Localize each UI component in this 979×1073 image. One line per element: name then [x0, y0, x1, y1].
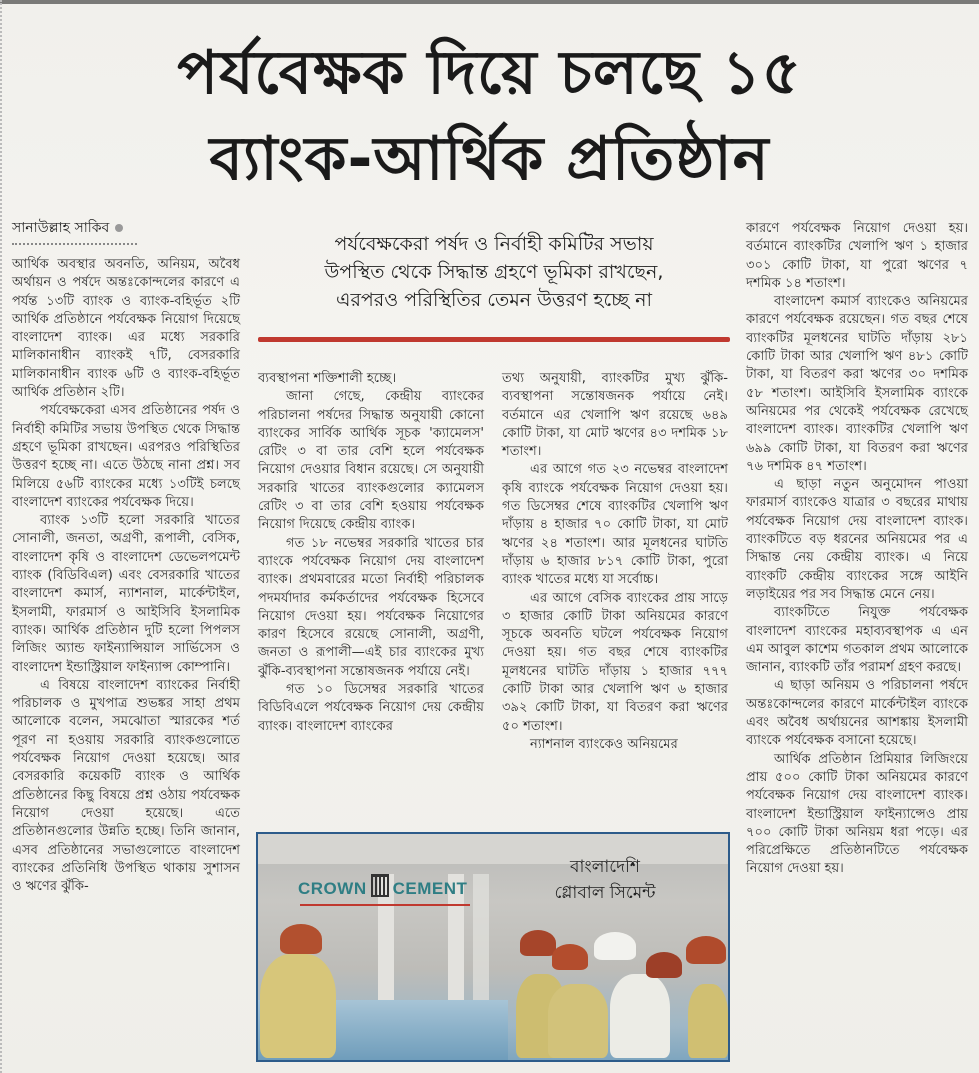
paragraph: তথ্য অনুযায়ী, ব্যাংকটির মুখ্য ঝুঁকি-ব্যবস্থাপনা সন্তোষজনক পর্যায়ে নেই। বর্তমানে এর খেলাপি ঋণ রয়েছে ৬৪৯ কোটি টাকা, যা মোট ঋণের ৪৩ দশমিক ১৮ শতাংশ।	[502, 371, 728, 460]
paragraph: গত ১৮ নভেম্বর সরকারি খাতের চার ব্যাংকে পর্যবেক্ষক নিয়োগ দেয় বাংলাদেশ ব্যাংক। প্রথমবারের মতো নির্বাহী পরিচালক পদমর্যাদার কর্মকর্তাদের পর্যবেক্ষক হিসেবে নিয়োগ দেওয়া হয়। পর্যবেক্ষক নিয়োগের কারণ হিসেবে রয়েছে সোনালী, অগ্রণী, জনতা ও রূপালী—এই চার ব্যাংকের মুখ্য ঝুঁকি-ব্যবস্থাপনা সন্তোষজনক পর্যায়ে নেই।	[258, 535, 484, 679]
article-column-1	[12, 256, 240, 896]
headline-line-1: পর্যবেক্ষক দিয়ে চলছে ১৫	[177, 38, 802, 108]
byline-divider	[12, 243, 137, 245]
hard-hat-icon	[646, 952, 682, 978]
deck-line-1: পর্যবেক্ষকেরা পর্ষদ ও নির্বাহী কমিটির সভায়	[334, 233, 654, 255]
deck-divider-rule	[258, 337, 730, 342]
headline-line-2: ব্যাংক-আর্থিক প্রতিষ্ঠান	[209, 124, 770, 194]
deck-line-3: এরপরও পরিস্থিতির তেমন উত্তরণ হচ্ছে না	[335, 289, 652, 311]
ad-tagline-line-1: বাংলাদেশি	[570, 857, 640, 877]
byline	[12, 216, 232, 240]
paragraph: এ ছাড়া নতুন অনুমোদন পাওয়া ফারমার্স ব্যাংকেও যাত্রার ৩ বছরের মাথায় পর্যবেক্ষক নিয়োগ দেয় বাংলাদেশ ব্যাংক। ব্যাংকটিতে বড় ধরনের অনিয়মের পর এ সিদ্ধান্ত নেয় কেন্দ্রীয় ব্যাংক। এ নিয়ে ব্যাংকটি কেন্দ্রীয় ব্যাংকের সঙ্গে আইনি লড়াইয়ের পর সব সিদ্ধান্ত মেনে নেয়।	[746, 477, 968, 602]
paragraph: এর আগে গত ২৩ নভেম্বর বাংলাদেশ কৃষি ব্যাংকে পর্যবেক্ষক নিয়োগ দেওয়া হয়। গত ডিসেম্বর শেষে ব্যাংকটির খেলাপি ঋণ দাঁড়ায় ৪ হাজার ৭০ কোটি টাকা, যা মোট ঋণের ২৪ শতাংশ। আর মূলধনের ঘাটতি দাঁড়ায় ৬ হাজার ৮১৭ কোটি টাকা, পুরো ব্যাংক খাতের মধ্যে যা সর্বোচ্চ।	[502, 462, 728, 588]
paragraph: জানা গেছে, কেন্দ্রীয় ব্যাংকের পরিচালনা পর্ষদের সিদ্ধান্ত অনুযায়ী কোনো ব্যাংকের সার্বিক আর্থিক সূচক 'ক্যামেলস' রেটিং ৩ বা তার বেশি হলে পর্যবেক্ষক নিয়োগ দেওয়ার বিধান রয়েছে। সে অনুযায়ী সরকারি খাতের ব্যাংকগুলোর ক্যামেলস রেটিং ৩ বা তার বেশি হওয়ায় পর্যবেক্ষক নিয়োগ দিয়েছে কেন্দ্রীয় ব্যাংক।	[258, 389, 484, 533]
crown-cement-logo	[298, 874, 467, 899]
worker-figure	[610, 974, 670, 1058]
paragraph: ব্যাংক ১৩টি হলো সরকারি খাতের সোনালী, জনতা, অগ্রণী, রূপালী, বেসিক, বাংলাদেশ কৃষি ও বাংলাদেশ ডেভেলপমেন্ট ব্যাংক (বিডিবিএল) এবং বেসরকারি খাতের বাংলাদেশ কমার্স, ন্যাশনাল, মার্কেন্টাইল, ইসলামী, ফারমার্স ও আইসিবি ইসলামিক ব্যাংক। আর্থিক প্রতিষ্ঠান দুটি হলো পিপলস লিজিং অ্যান্ড ফাইন্যান্সিয়াল সার্ভিসেস ও বাংলাদেশ ইন্ডাস্ট্রিয়াল ফাইন্যান্স কোম্পানি।	[12, 513, 240, 675]
worker-figure	[548, 984, 608, 1058]
ad-tagline-line-2: গ্লোবাল সিমেন্ট	[554, 883, 656, 903]
deck-subheadline	[256, 230, 732, 314]
paragraph: ন্যাশনাল ব্যাংকেও অনিয়মের	[530, 736, 678, 752]
hard-hat-icon	[552, 944, 588, 970]
paragraph: এ বিষয়ে বাংলাদেশ ব্যাংকের নির্বাহী পরিচালক ও মুখপাত্র শুভঙ্কর সাহা প্রথম আলোকে বলেন, সমঝোতা স্মারকের শর্ত পূরণ না হওয়ায় সরকারি ব্যাংকগুলোতে পর্যবেক্ষক নিয়োগ দেওয়া হয়েছে। আর বেসরকারি কয়েকটি ব্যাংক ও আর্থিক প্রতিষ্ঠানের কিছু বিষয়ে প্রশ্ন ওঠায় পর্যবেক্ষক নিয়োগ দেওয়া হয়েছে। এতে প্রতিষ্ঠানগুলোর উন্নতি হচ্ছে। তিনি জানান, এসব প্রতিষ্ঠানের সভাগুলোতে বাংলাদেশ ব্যাংকের প্রতিনিধি উপস্থিত থাকায় সুশাসন ও ঋণের ঝুঁকি-	[12, 677, 240, 895]
worker-figure	[260, 954, 336, 1058]
paragraph: কারণে পর্যবেক্ষক নিয়োগ দেওয়া হয়। বর্তমানে ব্যাংকটির খেলাপি ঋণ ১ হাজার ৩০১ কোটি টাকা, যা পুরো ঋণের ৭ দশমিক ১৪ শতাংশ।	[746, 221, 968, 291]
paragraph: আর্থিক প্রতিষ্ঠান প্রিমিয়ার লিজিংয়ে প্রায় ৫০০ কোটি টাকা অনিয়মের কারণে পর্যবেক্ষক নিয়োগ দেয় বাংলাদেশ ব্যাংক। বাংলাদেশ ইন্ডাস্ট্রিয়াল ফাইন্যান্সেও প্রায় ৭০০ কোটি টাকা অনিয়ম ধরা পড়ে। এর পরিপ্রেক্ষিতে প্রতিষ্ঠানটিতে পর্যবেক্ষক নিয়োগ দেওয়া হয়।	[746, 751, 968, 877]
paragraph: ব্যবস্থাপনা শক্তিশালী হচ্ছে।	[258, 371, 397, 386]
hard-hat-icon	[686, 936, 726, 964]
brand-underline	[300, 904, 470, 906]
byline-author: সানাউল্লাহ সাকিব	[12, 220, 110, 236]
headline	[0, 30, 979, 202]
hard-hat-icon	[280, 924, 322, 954]
crown-cement-advertisement[interactable]	[256, 832, 730, 1062]
paragraph: ব্যাংকটিতে নিযুক্ত পর্যবেক্ষক বাংলাদেশ ব্যাংকের মহাব্যবস্থাপক এ এন এম আবুল কাশেম গতকাল প্রথম আলোকে জানান, ব্যাংকটি তাঁর পরামর্শ গ্রহণ করছে।	[746, 605, 968, 676]
hard-hat-icon	[520, 930, 556, 956]
byline-bullet-icon	[115, 224, 123, 232]
article-column-4	[746, 220, 968, 879]
hard-hat-icon	[594, 932, 636, 960]
paragraph: বাংলাদেশ কমার্স ব্যাংকেও অনিয়মের কারণে পর্যবেক্ষক রয়েছেন। গত বছর শেষে ব্যাংকটির মূলধনের ঘাটতি দাঁড়ায় ২৮১ কোটি টাকা আর খেলাপি ঋণ ৪৮১ কোটি টাকা, যা বিতরণ করা ঋণের ৩০ দশমিক ৫৮ শতাংশ। আইসিবি ইসলামিক ব্যাংকে অনিয়মের পর থেকেই পর্যবেক্ষক রেখেছে বাংলাদেশ ব্যাংক। ব্যাংকটির খেলাপি ঋণ ৬৯৯ কোটি টাকা, যা বিতরণ করা ঋণের ৭৬ দশমিক ৪৭ শতাংশ।	[746, 294, 968, 474]
paragraph: গত ১০ ডিসেম্বর সরকারি খাতের বিডিবিএলে পর্যবেক্ষক নিয়োগ দেয় কেন্দ্রীয় ব্যাংক। বাংলাদেশ ব্যাংকের	[258, 682, 484, 734]
article-column-2	[258, 370, 484, 736]
paragraph: পর্যবেক্ষকেরা এসব প্রতিষ্ঠানের পর্ষদ ও নির্বাহী কমিটির সভায় উপস্থিত থেকে সিদ্ধান্ত গ্রহণে ভূমিকা রাখছেন। এরপরও পরিস্থিতির উত্তরণ হচ্ছে না। এতে উঠছে নানা প্রশ্ন। সব মিলিয়ে ৫৬টি ব্যাংকের মধ্যে ১৩টিই চলছে বাংলাদেশ ব্যাংকের পর্যবেক্ষক দিয়ে।	[12, 403, 240, 510]
paragraph: এ ছাড়া অনিয়ম ও পরিচালনা পর্ষদে অন্তঃকোন্দলের কারণে মার্কেন্টাইল ব্যাংকে এবং অবৈধ অর্থায়নের আশঙ্কায় ইসলামী ব্যাংকে পর্যবেক্ষক বসানো হয়েছে।	[746, 678, 968, 749]
brand-right: CEMENT	[392, 879, 468, 898]
paragraph: এর আগে বেসিক ব্যাংকের প্রায় সাড়ে ৩ হাজার কোটি টাকা অনিয়মের কারণে সূচকে অবনতি ঘটলে পর্যবেক্ষক নিয়োগ দেওয়া হয়। গত বছর শেষে ব্যাংকটির মূলধনের ঘাটতি দাঁড়ায় ১ হাজার ৭৭৭ কোটি টাকা আর খেলাপি ঋণ ৬ হাজার ৩৯২ কোটি টাকা, যা বিতরণ করা ঋণের ৫০ শতাংশ।	[502, 590, 728, 734]
worker-figure	[688, 984, 728, 1058]
brand-left: CROWN	[298, 879, 367, 898]
paragraph: আর্থিক অবস্থার অবনতি, অনিয়ম, অবৈধ অর্থায়ন ও পর্ষদে অন্তঃকোন্দলের কারণে এ পর্যন্ত ১৩টি ব্যাংক ও ব্যাংক-বহির্ভূত ২টি আর্থিক প্রতিষ্ঠানে পর্যবেক্ষক নিয়োগ দিয়েছে বাংলাদেশ ব্যাংক। এর মধ্যে সরকারি মালিকানাধীন ব্যাংকই ৭টি, বেসরকারি মালিকানাধীন ব্যাংক ৬টি ও ব্যাংক-বহির্ভূত আর্থিক প্রতিষ্ঠান ২টি।	[12, 257, 240, 401]
deck-line-2: উপস্থিত থেকে সিদ্ধান্ত গ্রহণে ভূমিকা রাখছেন,	[324, 261, 664, 283]
article-column-3	[502, 370, 728, 754]
ad-tagline	[530, 854, 680, 906]
page-top-edge	[0, 0, 979, 4]
crown-pillar-logo-icon	[371, 874, 389, 897]
